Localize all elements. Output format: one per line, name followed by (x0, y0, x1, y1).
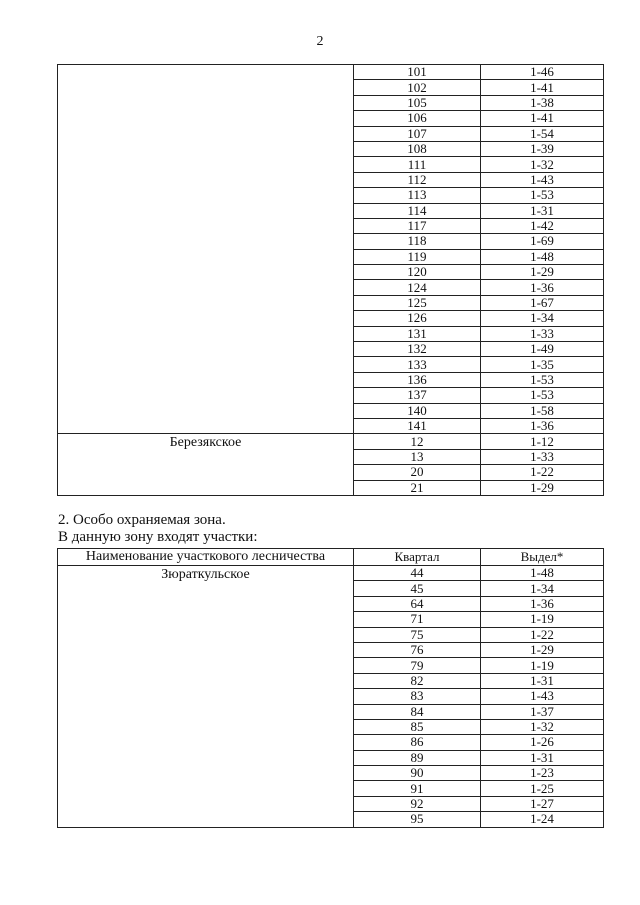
plots-cell: 1-53 (481, 372, 604, 387)
quarter-cell: 140 (354, 403, 481, 418)
quarter-cell: 84 (354, 704, 481, 719)
plots-cell: 1-69 (481, 234, 604, 249)
quarter-cell: 133 (354, 357, 481, 372)
forestry-name-cell (58, 65, 354, 434)
plots-cell: 1-67 (481, 295, 604, 310)
quarter-cell: 79 (354, 658, 481, 673)
quarter-cell: 83 (354, 689, 481, 704)
plots-cell: 1-29 (481, 265, 604, 280)
plots-cell: 1-33 (481, 449, 604, 464)
quarter-cell: 141 (354, 418, 481, 433)
quarter-cell: 124 (354, 280, 481, 295)
quarter-cell: 12 (354, 434, 481, 449)
table-row (58, 434, 604, 449)
forestry-name-cell: Зюраткульское (58, 566, 354, 828)
quarter-cell: 44 (354, 566, 481, 581)
quarter-cell: 91 (354, 781, 481, 796)
plots-cell: 1-23 (481, 766, 604, 781)
plots-cell: 1-22 (481, 465, 604, 480)
plots-cell: 1-48 (481, 249, 604, 264)
plots-cell: 1-43 (481, 172, 604, 187)
plots-cell: 1-36 (481, 418, 604, 433)
header-quarter: Квартал (354, 549, 481, 566)
plots-cell: 1-37 (481, 704, 604, 719)
plots-cell: 1-49 (481, 342, 604, 357)
forestry-name-cell: Березякское (58, 434, 354, 496)
quarter-cell: 125 (354, 295, 481, 310)
plots-cell: 1-46 (481, 65, 604, 80)
quarter-cell: 90 (354, 766, 481, 781)
plots-cell: 1-53 (481, 388, 604, 403)
plots-cell: 1-34 (481, 311, 604, 326)
quarter-cell: 107 (354, 126, 481, 141)
header-plots: Выдел* (481, 549, 604, 566)
quarter-cell: 106 (354, 111, 481, 126)
plots-cell: 1-32 (481, 157, 604, 172)
plots-cell: 1-35 (481, 357, 604, 372)
plots-cell: 1-22 (481, 627, 604, 642)
plots-cell: 1-25 (481, 781, 604, 796)
plots-cell: 1-54 (481, 126, 604, 141)
page-number: 2 (316, 34, 324, 49)
quarter-cell: 64 (354, 596, 481, 611)
quarter-cell: 21 (354, 480, 481, 495)
plots-cell: 1-31 (481, 673, 604, 688)
quarter-cell: 112 (354, 172, 481, 187)
plots-cell: 1-24 (481, 812, 604, 827)
quarter-cell: 118 (354, 234, 481, 249)
quarter-cell: 126 (354, 311, 481, 326)
plots-cell: 1-32 (481, 719, 604, 734)
plots-cell: 1-29 (481, 480, 604, 495)
quarter-cell: 101 (354, 65, 481, 80)
plots-cell: 1-41 (481, 80, 604, 95)
header-forestry: Наименование участкового лесничества (58, 549, 354, 566)
plots-cell: 1-58 (481, 403, 604, 418)
plots-cell: 1-39 (481, 141, 604, 156)
quarter-cell: 120 (354, 265, 481, 280)
table-header-row (58, 549, 604, 566)
quarter-cell: 132 (354, 342, 481, 357)
quarter-cell: 71 (354, 612, 481, 627)
quarter-cell: 76 (354, 642, 481, 657)
table-row (58, 566, 604, 581)
quarter-cell: 105 (354, 95, 481, 110)
quarter-cell: 111 (354, 157, 481, 172)
plots-cell: 1-19 (481, 612, 604, 627)
plots-cell: 1-31 (481, 203, 604, 218)
table-row (58, 65, 604, 80)
quarter-cell: 114 (354, 203, 481, 218)
quarter-cell: 82 (354, 673, 481, 688)
quarter-cell: 45 (354, 581, 481, 596)
plots-cell: 1-42 (481, 218, 604, 233)
quarter-cell: 137 (354, 388, 481, 403)
plots-cell: 1-41 (481, 111, 604, 126)
quarter-cell: 113 (354, 188, 481, 203)
plots-cell: 1-27 (481, 796, 604, 811)
quarter-cell: 86 (354, 735, 481, 750)
quarter-cell: 102 (354, 80, 481, 95)
plots-cell: 1-33 (481, 326, 604, 341)
plots-cell: 1-43 (481, 689, 604, 704)
quarter-cell: 13 (354, 449, 481, 464)
section-2-intro: В данную зону входят участки: (58, 529, 258, 545)
quarters-table-2 (57, 548, 604, 828)
quarter-cell: 95 (354, 812, 481, 827)
quarter-cell: 108 (354, 141, 481, 156)
plots-cell: 1-26 (481, 735, 604, 750)
quarter-cell: 131 (354, 326, 481, 341)
plots-cell: 1-34 (481, 581, 604, 596)
plots-cell: 1-38 (481, 95, 604, 110)
plots-cell: 1-48 (481, 566, 604, 581)
plots-cell: 1-31 (481, 750, 604, 765)
plots-cell: 1-29 (481, 642, 604, 657)
plots-cell: 1-36 (481, 280, 604, 295)
quarter-cell: 85 (354, 719, 481, 734)
quarters-table-1 (57, 64, 604, 496)
plots-cell: 1-53 (481, 188, 604, 203)
quarter-cell: 117 (354, 218, 481, 233)
quarter-cell: 89 (354, 750, 481, 765)
quarter-cell: 136 (354, 372, 481, 387)
plots-cell: 1-12 (481, 434, 604, 449)
section-2-title: 2. Особо охраняемая зона. (58, 512, 226, 528)
quarter-cell: 75 (354, 627, 481, 642)
plots-cell: 1-19 (481, 658, 604, 673)
quarter-cell: 20 (354, 465, 481, 480)
quarter-cell: 119 (354, 249, 481, 264)
quarter-cell: 92 (354, 796, 481, 811)
plots-cell: 1-36 (481, 596, 604, 611)
